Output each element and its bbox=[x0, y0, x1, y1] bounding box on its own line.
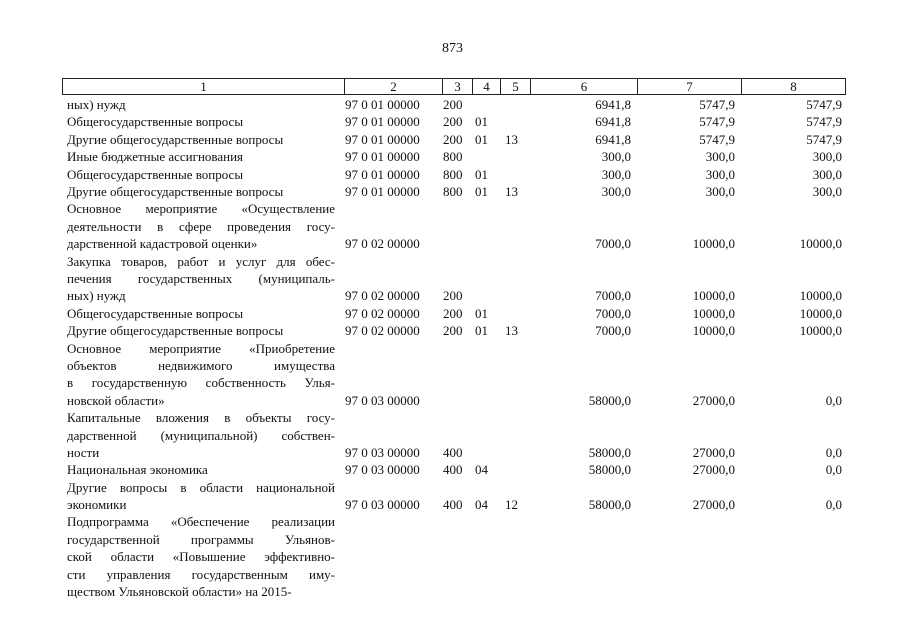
row-amount-col8: 5747,9 bbox=[806, 131, 842, 147]
table-row bbox=[0, 113, 905, 130]
row-code: 97 0 02 00000 bbox=[345, 305, 420, 321]
table-row bbox=[0, 461, 905, 478]
table-row bbox=[0, 322, 905, 339]
row-section: 04 bbox=[475, 497, 488, 513]
row-description bbox=[67, 513, 335, 600]
row-amount-col6: 58000,0 bbox=[588, 444, 631, 460]
row-section: 01 bbox=[475, 183, 488, 199]
row-description bbox=[67, 340, 335, 410]
row-code: 97 0 02 00000 bbox=[345, 288, 420, 304]
row-expense-type: 400 bbox=[443, 497, 463, 513]
row-amount-col8: 300,0 bbox=[812, 149, 842, 165]
row-amount-col7: 10000,0 bbox=[692, 288, 735, 304]
description-line: Другие вопросы в области национальной bbox=[67, 479, 335, 495]
row-expense-type: 800 bbox=[443, 166, 463, 182]
row-code: 97 0 03 00000 bbox=[345, 392, 420, 408]
row-amount-col7: 10000,0 bbox=[692, 323, 735, 339]
row-subsection: 13 bbox=[505, 131, 518, 147]
row-amount-col6: 58000,0 bbox=[588, 392, 631, 408]
row-code: 97 0 02 00000 bbox=[345, 236, 420, 252]
table-row bbox=[0, 148, 905, 165]
row-subsection: 12 bbox=[505, 497, 518, 513]
row-code: 97 0 01 00000 bbox=[345, 183, 420, 199]
description-line: Общегосударственные вопросы bbox=[67, 166, 244, 182]
row-expense-type: 200 bbox=[443, 305, 463, 321]
header-col-5: 5 bbox=[501, 79, 531, 94]
row-description bbox=[67, 322, 335, 339]
row-amount-col8: 0,0 bbox=[825, 392, 842, 408]
row-description bbox=[67, 131, 335, 148]
row-description bbox=[67, 200, 335, 252]
row-code: 97 0 01 00000 bbox=[345, 149, 420, 165]
row-description bbox=[67, 113, 335, 130]
table-row bbox=[0, 513, 905, 600]
row-amount-col7: 10000,0 bbox=[692, 236, 735, 252]
row-amount-col8: 300,0 bbox=[812, 183, 842, 199]
row-amount-col6: 300,0 bbox=[601, 166, 631, 182]
row-expense-type: 200 bbox=[443, 323, 463, 339]
description-line: в государственную собственность Улья- bbox=[67, 375, 335, 391]
description-line: объектов недвижимого имущества bbox=[67, 357, 335, 373]
description-line: ных) нужд bbox=[67, 288, 126, 304]
description-line: ществом Ульяновской области» на 2015- bbox=[67, 584, 292, 600]
row-amount-col8: 10000,0 bbox=[799, 323, 842, 339]
description-line: деятельности в сфере проведения госу- bbox=[67, 218, 335, 234]
description-line: Основное мероприятие «Приобретение bbox=[67, 340, 335, 356]
row-amount-col8: 5747,9 bbox=[806, 96, 842, 112]
row-amount-col7: 27000,0 bbox=[692, 444, 735, 460]
row-amount-col7: 5747,9 bbox=[699, 131, 735, 147]
row-expense-type: 800 bbox=[443, 183, 463, 199]
table-row bbox=[0, 166, 905, 183]
description-line: Капитальные вложения в объекты госу- bbox=[67, 410, 335, 426]
row-description bbox=[67, 305, 335, 322]
row-amount-col6: 58000,0 bbox=[588, 462, 631, 478]
description-line: печения государственных (муниципаль- bbox=[67, 270, 335, 286]
row-code: 97 0 03 00000 bbox=[345, 497, 420, 513]
row-amount-col7: 5747,9 bbox=[699, 114, 735, 130]
header-col-2: 2 bbox=[345, 79, 443, 94]
page-number: 873 bbox=[442, 41, 463, 56]
description-line: Подпрограмма «Обеспечение реализации bbox=[67, 514, 335, 530]
row-amount-col7: 300,0 bbox=[705, 183, 735, 199]
row-amount-col7: 300,0 bbox=[705, 166, 735, 182]
description-line: дарственной кадастровой оценки» bbox=[67, 236, 258, 252]
row-code: 97 0 02 00000 bbox=[345, 323, 420, 339]
row-expense-type: 400 bbox=[443, 462, 463, 478]
header-col-1: 1 bbox=[63, 79, 345, 94]
description-line: ности bbox=[67, 444, 100, 460]
header-col-7: 7 bbox=[638, 79, 742, 94]
row-amount-col6: 300,0 bbox=[601, 149, 631, 165]
row-amount-col7: 300,0 bbox=[705, 149, 735, 165]
row-section: 01 bbox=[475, 323, 488, 339]
row-code: 97 0 03 00000 bbox=[345, 462, 420, 478]
row-amount-col7: 27000,0 bbox=[692, 497, 735, 513]
table-body bbox=[0, 96, 905, 600]
row-amount-col6: 7000,0 bbox=[595, 288, 631, 304]
row-section: 01 bbox=[475, 114, 488, 130]
row-code: 97 0 01 00000 bbox=[345, 166, 420, 182]
row-subsection: 13 bbox=[505, 323, 518, 339]
description-line: Другие общегосударственные вопросы bbox=[67, 323, 284, 339]
row-section: 01 bbox=[475, 166, 488, 182]
description-line: Закупка товаров, работ и услуг для обес- bbox=[67, 253, 335, 269]
row-amount-col7: 10000,0 bbox=[692, 305, 735, 321]
row-amount-col6: 7000,0 bbox=[595, 305, 631, 321]
description-line: ных) нужд bbox=[67, 97, 126, 112]
row-amount-col8: 5747,9 bbox=[806, 114, 842, 130]
row-amount-col6: 7000,0 bbox=[595, 236, 631, 252]
description-line: Другие общегосударственные вопросы bbox=[67, 131, 284, 147]
row-expense-type: 400 bbox=[443, 444, 463, 460]
row-amount-col6: 6941,8 bbox=[595, 131, 631, 147]
row-amount-col6: 7000,0 bbox=[595, 323, 631, 339]
row-amount-col8: 0,0 bbox=[825, 497, 842, 513]
row-section: 01 bbox=[475, 131, 488, 147]
header-col-3: 3 bbox=[443, 79, 473, 94]
description-line: сти управления государственным иму- bbox=[67, 566, 335, 582]
row-subsection: 13 bbox=[505, 183, 518, 199]
row-amount-col7: 27000,0 bbox=[692, 392, 735, 408]
row-description bbox=[67, 183, 335, 200]
row-amount-col7: 5747,9 bbox=[699, 96, 735, 112]
row-description bbox=[67, 96, 335, 113]
row-amount-col6: 6941,8 bbox=[595, 114, 631, 130]
header-col-8: 8 bbox=[790, 79, 797, 94]
description-line: новской области» bbox=[67, 392, 165, 408]
row-amount-col6: 6941,8 bbox=[595, 96, 631, 112]
table-row bbox=[0, 131, 905, 148]
table-row bbox=[0, 200, 905, 252]
description-line: Другие общегосударственные вопросы bbox=[67, 183, 284, 199]
table-header bbox=[62, 78, 846, 95]
table-row bbox=[0, 340, 905, 410]
description-line: Основное мероприятие «Осуществление bbox=[67, 201, 335, 217]
row-amount-col8: 10000,0 bbox=[799, 288, 842, 304]
row-expense-type: 200 bbox=[443, 96, 463, 112]
description-line: Общегосударственные вопросы bbox=[67, 305, 244, 321]
row-description bbox=[67, 409, 335, 461]
description-line: Общегосударственные вопросы bbox=[67, 114, 244, 130]
row-description bbox=[67, 148, 335, 165]
row-amount-col8: 10000,0 bbox=[799, 236, 842, 252]
row-description bbox=[67, 253, 335, 305]
description-line: Национальная экономика bbox=[67, 462, 208, 478]
row-expense-type: 200 bbox=[443, 131, 463, 147]
row-amount-col8: 0,0 bbox=[825, 444, 842, 460]
row-amount-col8: 10000,0 bbox=[799, 305, 842, 321]
row-code: 97 0 01 00000 bbox=[345, 96, 420, 112]
row-section: 04 bbox=[475, 462, 488, 478]
row-expense-type: 200 bbox=[443, 288, 463, 304]
table-row bbox=[0, 183, 905, 200]
row-expense-type: 200 bbox=[443, 114, 463, 130]
row-code: 97 0 01 00000 bbox=[345, 114, 420, 130]
row-code: 97 0 03 00000 bbox=[345, 444, 420, 460]
row-expense-type: 800 bbox=[443, 149, 463, 165]
header-col-4: 4 bbox=[473, 79, 501, 94]
table-row bbox=[0, 409, 905, 461]
table-row bbox=[0, 96, 905, 113]
description-line: экономики bbox=[67, 497, 127, 513]
row-amount-col7: 27000,0 bbox=[692, 462, 735, 478]
table-row bbox=[0, 479, 905, 514]
row-description bbox=[67, 166, 335, 183]
row-description bbox=[67, 479, 335, 514]
header-col-6: 6 bbox=[531, 79, 638, 94]
description-line: дарственной (муниципальной) собствен- bbox=[67, 427, 335, 443]
row-amount-col8: 300,0 bbox=[812, 166, 842, 182]
row-amount-col6: 300,0 bbox=[601, 183, 631, 199]
row-section: 01 bbox=[475, 305, 488, 321]
table-row bbox=[0, 253, 905, 305]
description-line: ской области «Повышение эффективно- bbox=[67, 549, 335, 565]
row-amount-col6: 58000,0 bbox=[588, 497, 631, 513]
description-line: государственной программы Ульянов- bbox=[67, 531, 335, 547]
row-description bbox=[67, 461, 335, 478]
description-line: Иные бюджетные ассигнования bbox=[67, 149, 244, 165]
row-amount-col8: 0,0 bbox=[825, 462, 842, 478]
table-row bbox=[0, 305, 905, 322]
row-code: 97 0 01 00000 bbox=[345, 131, 420, 147]
